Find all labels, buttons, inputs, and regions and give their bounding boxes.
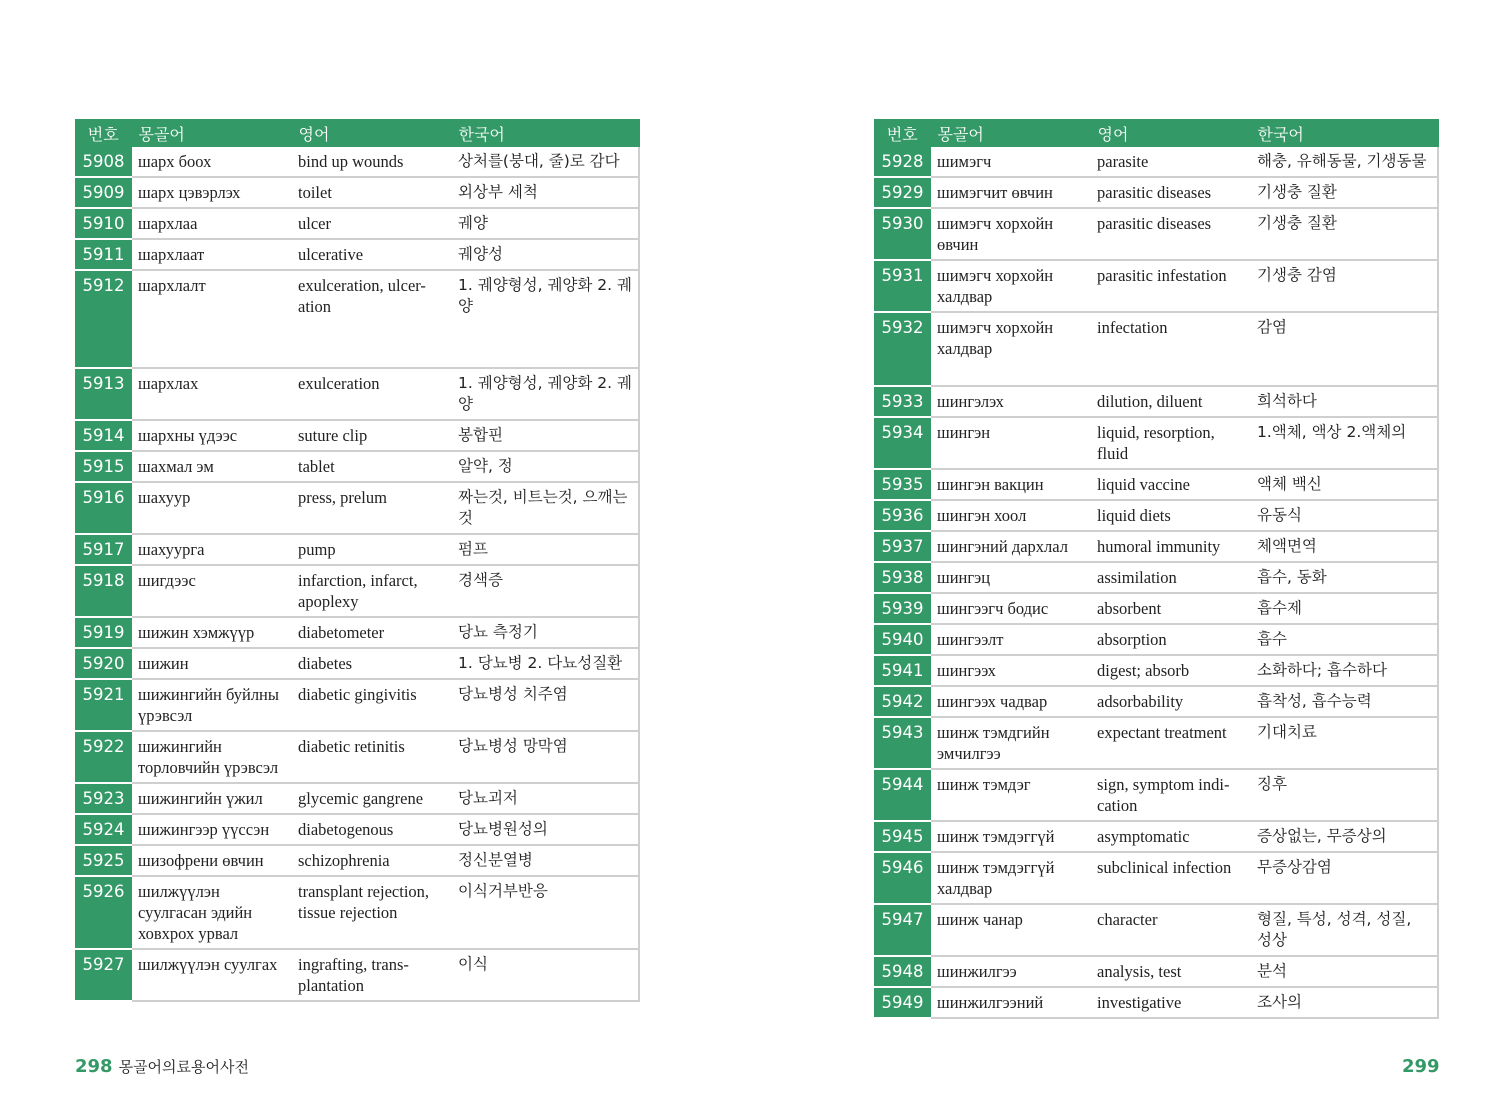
mongolian-term: шижин хэмжүүр bbox=[132, 617, 292, 648]
entry-number: 5922 bbox=[75, 731, 132, 783]
table-row bbox=[75, 731, 639, 783]
korean-term: 흡수제 bbox=[1251, 593, 1438, 624]
footer-left bbox=[75, 1056, 249, 1077]
table-row bbox=[75, 783, 639, 814]
korean-term: 궤양 bbox=[452, 208, 639, 239]
mongolian-term: шинж тэмдэггүй bbox=[931, 821, 1091, 852]
header-mongolian: 몽골어 bbox=[931, 119, 1091, 147]
entry-number: 5947 bbox=[874, 904, 931, 956]
korean-term: 흡수 bbox=[1251, 624, 1438, 655]
table-body-left bbox=[75, 147, 639, 1001]
entry-number: 5915 bbox=[75, 451, 132, 482]
korean-term: 증상없는, 무증상의 bbox=[1251, 821, 1438, 852]
english-term: assimilation bbox=[1091, 562, 1251, 593]
table-row bbox=[75, 239, 639, 270]
mongolian-term: шинж тэмдэггүй халдвар bbox=[931, 852, 1091, 904]
english-term: dilution, diluent bbox=[1091, 386, 1251, 417]
table-row bbox=[874, 956, 1438, 987]
korean-term: 1.액체, 액상 2.액체의 bbox=[1251, 417, 1438, 469]
table-row bbox=[75, 451, 639, 482]
mongolian-term: шархны үдээс bbox=[132, 420, 292, 451]
english-term: absorption bbox=[1091, 624, 1251, 655]
table-row bbox=[874, 686, 1438, 717]
english-term: ulcer bbox=[292, 208, 452, 239]
mongolian-term: шингэн хоол bbox=[931, 500, 1091, 531]
mongolian-term: шахуур bbox=[132, 482, 292, 534]
korean-term: 당뇨괴저 bbox=[452, 783, 639, 814]
table-row bbox=[75, 679, 639, 731]
table-row bbox=[874, 624, 1438, 655]
table-row bbox=[874, 386, 1438, 417]
dictionary-table-left bbox=[75, 119, 640, 1002]
korean-term: 기생충 질환 bbox=[1251, 177, 1438, 208]
entry-number: 5929 bbox=[874, 177, 931, 208]
table-row bbox=[874, 821, 1438, 852]
english-term: liquid vaccine bbox=[1091, 469, 1251, 500]
left-page bbox=[75, 119, 639, 1002]
korean-term: 액체 백신 bbox=[1251, 469, 1438, 500]
korean-term: 상처를(붕대, 줄)로 감다 bbox=[452, 147, 639, 177]
korean-term: 당뇨 측정기 bbox=[452, 617, 639, 648]
english-term: adsorbability bbox=[1091, 686, 1251, 717]
english-term: diabetogenous bbox=[292, 814, 452, 845]
header-number: 번호 bbox=[75, 119, 132, 147]
korean-term: 정신분열병 bbox=[452, 845, 639, 876]
entry-number: 5944 bbox=[874, 769, 931, 821]
table-row bbox=[874, 717, 1438, 769]
english-term: parasitic diseases bbox=[1091, 177, 1251, 208]
table-row bbox=[874, 177, 1438, 208]
entry-number: 5936 bbox=[874, 500, 931, 531]
korean-term: 1. 당뇨병 2. 다뇨성질환 bbox=[452, 648, 639, 679]
table-row bbox=[75, 949, 639, 1001]
english-term: sign, symptom indi-cation bbox=[1091, 769, 1251, 821]
english-term: tablet bbox=[292, 451, 452, 482]
korean-term: 봉합핀 bbox=[452, 420, 639, 451]
english-term: analysis, test bbox=[1091, 956, 1251, 987]
english-term: suture clip bbox=[292, 420, 452, 451]
korean-term: 소화하다; 흡수하다 bbox=[1251, 655, 1438, 686]
english-term: humoral immunity bbox=[1091, 531, 1251, 562]
table-row bbox=[874, 500, 1438, 531]
header-english: 영어 bbox=[1091, 119, 1251, 147]
english-term: press, prelum bbox=[292, 482, 452, 534]
mongolian-term: шижингийн буйлны үрэвсэл bbox=[132, 679, 292, 731]
entry-number: 5916 bbox=[75, 482, 132, 534]
table-row bbox=[874, 469, 1438, 500]
english-term: infarction, infarct, apoplexy bbox=[292, 565, 452, 617]
mongolian-term: шинж тэмдэг bbox=[931, 769, 1091, 821]
table-body-right bbox=[874, 147, 1438, 1018]
entry-number: 5918 bbox=[75, 565, 132, 617]
table-row bbox=[874, 987, 1438, 1018]
english-term: glycemic gangrene bbox=[292, 783, 452, 814]
header-korean: 한국어 bbox=[1251, 119, 1438, 147]
entry-number: 5932 bbox=[874, 312, 931, 386]
table-row bbox=[75, 617, 639, 648]
mongolian-term: шарх боох bbox=[132, 147, 292, 177]
english-term: liquid, resorption, fluid bbox=[1091, 417, 1251, 469]
header-number: 번호 bbox=[874, 119, 931, 147]
english-term: parasitic infestation bbox=[1091, 260, 1251, 312]
korean-term: 기생충 감염 bbox=[1251, 260, 1438, 312]
entry-number: 5909 bbox=[75, 177, 132, 208]
table-row bbox=[874, 417, 1438, 469]
mongolian-term: шижингээр үүссэн bbox=[132, 814, 292, 845]
table-row bbox=[75, 876, 639, 949]
table-row bbox=[874, 769, 1438, 821]
korean-term: 형질, 특성, 성격, 성질, 성상 bbox=[1251, 904, 1438, 956]
header-korean: 한국어 bbox=[452, 119, 639, 147]
english-term: diabetic gingivitis bbox=[292, 679, 452, 731]
english-term: expectant treatment bbox=[1091, 717, 1251, 769]
entry-number: 5919 bbox=[75, 617, 132, 648]
entry-number: 5926 bbox=[75, 876, 132, 949]
entry-number: 5924 bbox=[75, 814, 132, 845]
table-row bbox=[75, 147, 639, 177]
entry-number: 5914 bbox=[75, 420, 132, 451]
mongolian-term: шижингийн торловчийн үрэвсэл bbox=[132, 731, 292, 783]
english-term: exulceration bbox=[292, 368, 452, 420]
mongolian-term: шижингийн үжил bbox=[132, 783, 292, 814]
korean-term: 1. 궤양형성, 궤양화 2. 궤양 bbox=[452, 368, 639, 420]
table-row bbox=[874, 208, 1438, 260]
table-row bbox=[75, 845, 639, 876]
english-term: schizophrenia bbox=[292, 845, 452, 876]
korean-term: 알약, 정 bbox=[452, 451, 639, 482]
english-term: exulceration, ulcer-ation bbox=[292, 270, 452, 368]
entry-number: 5908 bbox=[75, 147, 132, 177]
header-english: 영어 bbox=[292, 119, 452, 147]
mongolian-term: шингээх bbox=[931, 655, 1091, 686]
entry-number: 5949 bbox=[874, 987, 931, 1018]
english-term: transplant rejection, tissue rejection bbox=[292, 876, 452, 949]
entry-number: 5943 bbox=[874, 717, 931, 769]
korean-term: 궤양성 bbox=[452, 239, 639, 270]
mongolian-term: шингэлэх bbox=[931, 386, 1091, 417]
english-term: investigative bbox=[1091, 987, 1251, 1018]
mongolian-term: шархлах bbox=[132, 368, 292, 420]
table-header bbox=[75, 119, 639, 147]
korean-term: 분석 bbox=[1251, 956, 1438, 987]
mongolian-term: шизофрени өвчин bbox=[132, 845, 292, 876]
english-term: infectation bbox=[1091, 312, 1251, 386]
table-row bbox=[75, 177, 639, 208]
korean-term: 흡수, 동화 bbox=[1251, 562, 1438, 593]
mongolian-term: шингэний дархлал bbox=[931, 531, 1091, 562]
entry-number: 5923 bbox=[75, 783, 132, 814]
mongolian-term: шинж чанар bbox=[931, 904, 1091, 956]
korean-term: 무증상감염 bbox=[1251, 852, 1438, 904]
table-row bbox=[874, 531, 1438, 562]
korean-term: 경색증 bbox=[452, 565, 639, 617]
mongolian-term: шингээлт bbox=[931, 624, 1091, 655]
entry-number: 5948 bbox=[874, 956, 931, 987]
mongolian-term: шимэгч хорхойн өвчин bbox=[931, 208, 1091, 260]
table-row bbox=[874, 562, 1438, 593]
entry-number: 5927 bbox=[75, 949, 132, 1001]
english-term: liquid diets bbox=[1091, 500, 1251, 531]
entry-number: 5917 bbox=[75, 534, 132, 565]
english-term: ulcerative bbox=[292, 239, 452, 270]
table-row bbox=[874, 260, 1438, 312]
korean-term: 이식거부반응 bbox=[452, 876, 639, 949]
english-term: absorbent bbox=[1091, 593, 1251, 624]
korean-term: 기대치료 bbox=[1251, 717, 1438, 769]
footer-right bbox=[1402, 1056, 1440, 1077]
entry-number: 5940 bbox=[874, 624, 931, 655]
korean-term: 흡착성, 흡수능력 bbox=[1251, 686, 1438, 717]
table-row bbox=[75, 565, 639, 617]
english-term: diabetometer bbox=[292, 617, 452, 648]
entry-number: 5937 bbox=[874, 531, 931, 562]
entry-number: 5945 bbox=[874, 821, 931, 852]
korean-term: 이식 bbox=[452, 949, 639, 1001]
table-row bbox=[874, 147, 1438, 177]
table-row bbox=[75, 208, 639, 239]
table-row bbox=[75, 814, 639, 845]
table-row bbox=[874, 655, 1438, 686]
english-term: digest; absorb bbox=[1091, 655, 1251, 686]
korean-term: 당뇨병성 망막염 bbox=[452, 731, 639, 783]
mongolian-term: шарх цэвэрлэх bbox=[132, 177, 292, 208]
table-header bbox=[874, 119, 1438, 147]
english-term: diabetes bbox=[292, 648, 452, 679]
mongolian-term: шингэц bbox=[931, 562, 1091, 593]
table-row bbox=[75, 482, 639, 534]
korean-term: 당뇨병원성의 bbox=[452, 814, 639, 845]
table-row bbox=[75, 368, 639, 420]
english-term: toilet bbox=[292, 177, 452, 208]
mongolian-term: шархлаа bbox=[132, 208, 292, 239]
right-page bbox=[874, 119, 1438, 1019]
korean-term: 조사의 bbox=[1251, 987, 1438, 1018]
entry-number: 5942 bbox=[874, 686, 931, 717]
english-term: ingrafting, trans-plantation bbox=[292, 949, 452, 1001]
korean-term: 희석하다 bbox=[1251, 386, 1438, 417]
entry-number: 5910 bbox=[75, 208, 132, 239]
entry-number: 5935 bbox=[874, 469, 931, 500]
mongolian-term: шинжилгээ bbox=[931, 956, 1091, 987]
table-row bbox=[874, 593, 1438, 624]
entry-number: 5920 bbox=[75, 648, 132, 679]
english-term: subclinical infection bbox=[1091, 852, 1251, 904]
dictionary-table-right bbox=[874, 119, 1439, 1019]
entry-number: 5931 bbox=[874, 260, 931, 312]
korean-term: 짜는것, 비트는것, 으깨는것 bbox=[452, 482, 639, 534]
entry-number: 5913 bbox=[75, 368, 132, 420]
page-number: 298 bbox=[75, 1056, 113, 1077]
mongolian-term: шингээгч бодис bbox=[931, 593, 1091, 624]
entry-number: 5928 bbox=[874, 147, 931, 177]
table-row bbox=[75, 648, 639, 679]
korean-term: 감염 bbox=[1251, 312, 1438, 386]
mongolian-term: шигдээс bbox=[132, 565, 292, 617]
english-term: parasite bbox=[1091, 147, 1251, 177]
table-row bbox=[874, 904, 1438, 956]
mongolian-term: шилжүүлэн суулгасан эдийн ховхрох урвал bbox=[132, 876, 292, 949]
entry-number: 5946 bbox=[874, 852, 931, 904]
table-row bbox=[75, 420, 639, 451]
table-row bbox=[874, 852, 1438, 904]
korean-term: 당뇨병성 치주염 bbox=[452, 679, 639, 731]
entry-number: 5934 bbox=[874, 417, 931, 469]
entry-number: 5925 bbox=[75, 845, 132, 876]
entry-number: 5930 bbox=[874, 208, 931, 260]
mongolian-term: шархлалт bbox=[132, 270, 292, 368]
mongolian-term: шингэн вакцин bbox=[931, 469, 1091, 500]
korean-term: 펌프 bbox=[452, 534, 639, 565]
table-row bbox=[874, 312, 1438, 386]
page-number: 299 bbox=[1402, 1056, 1440, 1077]
entry-number: 5939 bbox=[874, 593, 931, 624]
book-title: 몽골어의료용어사전 bbox=[118, 1058, 249, 1076]
korean-term: 유동식 bbox=[1251, 500, 1438, 531]
mongolian-term: шимэгч bbox=[931, 147, 1091, 177]
entry-number: 5921 bbox=[75, 679, 132, 731]
english-term: character bbox=[1091, 904, 1251, 956]
mongolian-term: шахмал эм bbox=[132, 451, 292, 482]
english-term: parasitic diseases bbox=[1091, 208, 1251, 260]
entry-number: 5941 bbox=[874, 655, 931, 686]
table-row bbox=[75, 270, 639, 368]
entry-number: 5912 bbox=[75, 270, 132, 368]
mongolian-term: шингэн bbox=[931, 417, 1091, 469]
mongolian-term: шимэгч хорхойн халдвар bbox=[931, 312, 1091, 386]
table-row bbox=[75, 534, 639, 565]
mongolian-term: шинжилгээний bbox=[931, 987, 1091, 1018]
korean-term: 1. 궤양형성, 궤양화 2. 궤양 bbox=[452, 270, 639, 368]
english-term: bind up wounds bbox=[292, 147, 452, 177]
korean-term: 기생충 질환 bbox=[1251, 208, 1438, 260]
mongolian-term: шингээх чадвар bbox=[931, 686, 1091, 717]
mongolian-term: шинж тэмдгийн эмчилгээ bbox=[931, 717, 1091, 769]
english-term: asymptomatic bbox=[1091, 821, 1251, 852]
mongolian-term: шархлаат bbox=[132, 239, 292, 270]
entry-number: 5938 bbox=[874, 562, 931, 593]
entry-number: 5933 bbox=[874, 386, 931, 417]
entry-number: 5911 bbox=[75, 239, 132, 270]
korean-term: 체액면역 bbox=[1251, 531, 1438, 562]
korean-term: 외상부 세척 bbox=[452, 177, 639, 208]
mongolian-term: шимэгч хорхойн халдвар bbox=[931, 260, 1091, 312]
korean-term: 징후 bbox=[1251, 769, 1438, 821]
korean-term: 해충, 유해동물, 기생동물 bbox=[1251, 147, 1438, 177]
mongolian-term: шижин bbox=[132, 648, 292, 679]
header-mongolian: 몽골어 bbox=[132, 119, 292, 147]
mongolian-term: шахуурга bbox=[132, 534, 292, 565]
english-term: diabetic retinitis bbox=[292, 731, 452, 783]
mongolian-term: шимэгчит өвчин bbox=[931, 177, 1091, 208]
mongolian-term: шилжүүлэн суулгах bbox=[132, 949, 292, 1001]
english-term: pump bbox=[292, 534, 452, 565]
